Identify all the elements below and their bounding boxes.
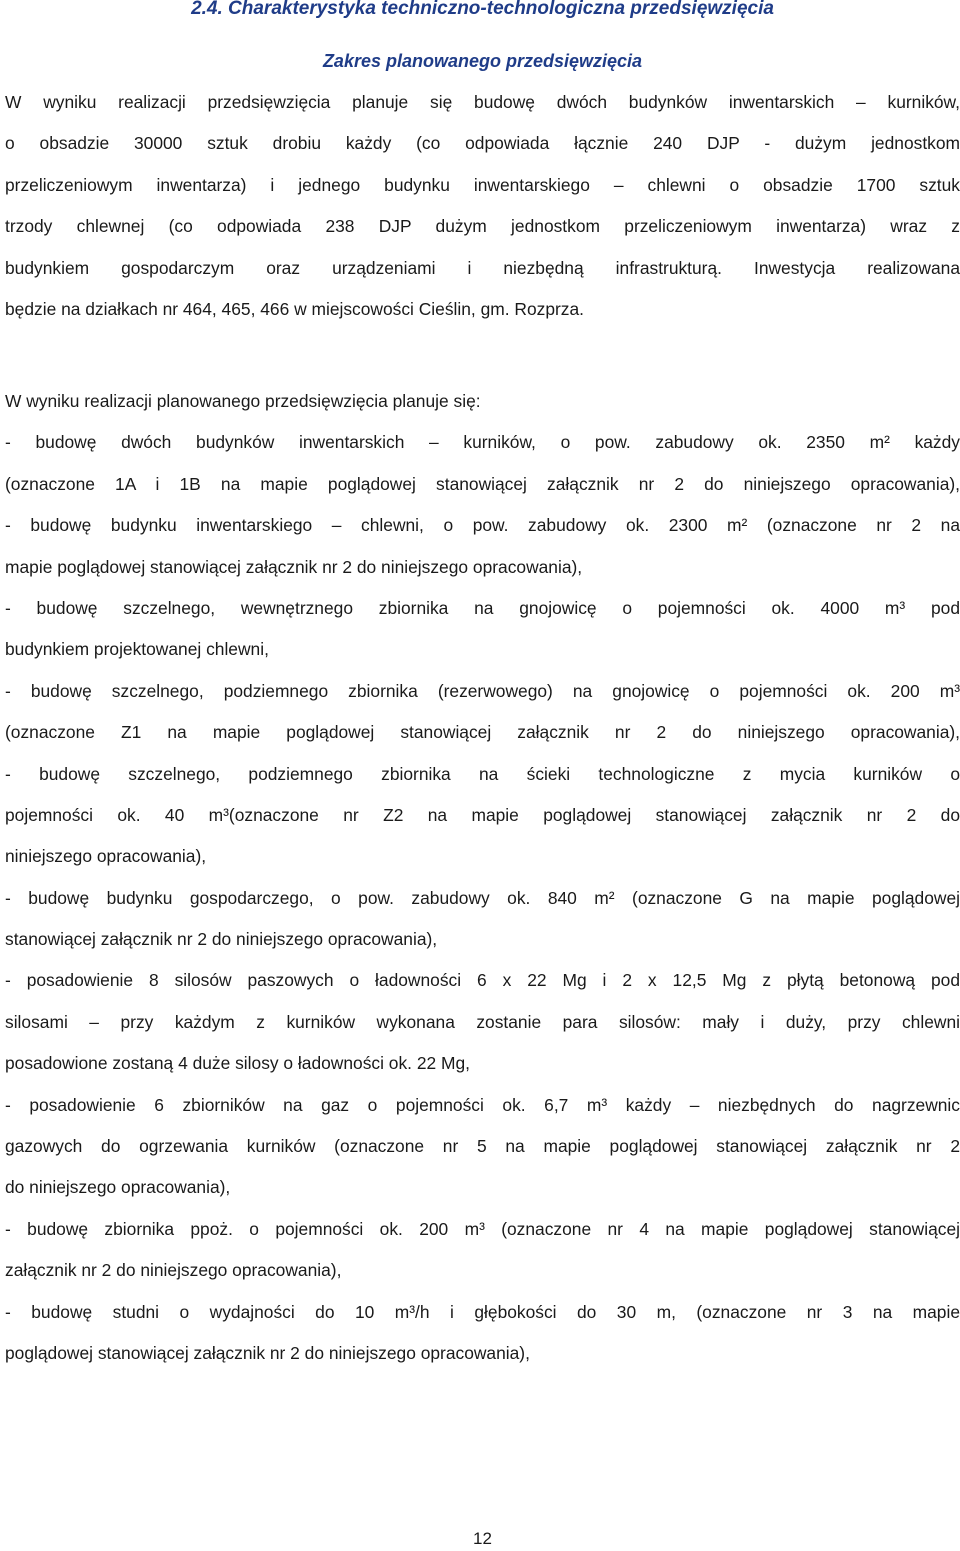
list-item-line: - posadowienie 6 zbiorników na gaz o pojemności ok. 6,7 m³ każdy – niezbędnych do nagrzewnic [5, 1094, 960, 1115]
list-item-line: - budowę szczelnego, podziemnego zbiornika (rezerwowego) na gnojowicę o pojemności ok. 200 m³ [5, 680, 960, 701]
page-number: 12 [473, 1529, 492, 1548]
scope-list [5, 381, 960, 1374]
list-item-line: pojemności ok. 40 m³(oznaczone nr Z2 na mapie poglądowej stanowiącej załącznik nr 2 do [5, 804, 960, 825]
text-line: przeliczeniowym inwentarza) i jednego budynku inwentarskiego – chlewni o obsadzie 1700 sztuk [5, 174, 960, 195]
subsection-title: Zakres planowanego przedsięwzięcia [322, 51, 643, 71]
list-item-line: - budowę budynku gospodarczego, o pow. zabudowy ok. 840 m² (oznaczone G na mapie poglądowej [5, 887, 960, 908]
list-item-line: - budowę szczelnego, wewnętrznego zbiornika na gnojowicę o pojemności ok. 4000 m³ pod [5, 597, 960, 618]
text-line: W wyniku realizacji przedsięwzięcia planuje się budowę dwóch budynków inwentarskich – kurników, [5, 92, 960, 112]
intro-paragraph [5, 82, 960, 330]
text-line: będzie na działkach nr 464, 465, 466 w miejscowości Cieślin, gm. Rozprza. [5, 298, 585, 319]
list-item-line: - budowę dwóch budynków inwentarskich – kurników, o pow. zabudowy ok. 2350 m² każdy [5, 432, 960, 453]
text-line: o obsadzie 30000 sztuk drobiu każdy (co odpowiada łącznie 240 DJP - dużym jednostkom [5, 133, 960, 154]
list-item-line: posadowione zostaną 4 duże silosy o ładowności ok. 22 Mg, [5, 1053, 470, 1074]
list-item-line: - budowę studni o wydajności do 10 m³/h i głębokości do 30 m, (oznaczone nr 3 na mapie [5, 1301, 960, 1322]
list-item-line: mapie poglądowej stanowiącej załącznik nr 2 do niniejszego opracowania), [5, 556, 583, 577]
list-item-line: (oznaczone 1A i 1B na mapie poglądowej stanowiącej załącznik nr 2 do niniejszego opracowania), [5, 473, 960, 494]
list-item-line: stanowiącej załącznik nr 2 do niniejszego opracowania), [5, 929, 438, 950]
list-intro: W wyniku realizacji planowanego przedsięwzięcia planuje się: [5, 391, 481, 411]
list-item-line: - budowę budynku inwentarskiego – chlewni, o pow. zabudowy ok. 2300 m² (oznaczone nr 2 na [5, 515, 960, 536]
list-item-line: załącznik nr 2 do niniejszego opracowania), [5, 1260, 342, 1281]
text-line: budynkiem gospodarczym oraz urządzeniami i niezbędną infrastrukturą. Inwestycja realizowana [5, 257, 960, 278]
list-item-line: do niniejszego opracowania), [5, 1177, 231, 1198]
list-item-line: poglądowej stanowiącej załącznik nr 2 do niniejszego opracowania), [5, 1342, 530, 1363]
section-title: 2.4. Charakterystyka techniczno-technologiczna przedsięwzięcia [191, 0, 774, 19]
list-item-line: gazowych do ogrzewania kurników (oznaczone nr 5 na mapie poglądowej stanowiącej załącznik nr 2 [5, 1136, 960, 1157]
list-item-line: budynkiem projektowanej chlewni, [5, 639, 269, 660]
list-item-line: (oznaczone Z1 na mapie poglądowej stanowiącej załącznik nr 2 do niniejszego opracowania), [5, 722, 960, 743]
list-item-line: - budowę szczelnego, podziemnego zbiornika na ścieki technologiczne z mycia kurników o [5, 763, 960, 784]
list-item-line: - budowę zbiornika ppoż. o pojemności ok. 200 m³ (oznaczone nr 4 na mapie poglądowej stanowiącej [5, 1218, 960, 1239]
text-line: trzody chlewnej (co odpowiada 238 DJP dużym jednostkom przeliczeniowym inwentarza) wraz z [5, 216, 960, 237]
document-page [5, 0, 960, 1551]
list-item-line: silosami – przy każdym z kurników wykonana zostanie para silosów: mały i duży, przy chlewni [5, 1011, 960, 1032]
list-item-line: niniejszego opracowania), [5, 846, 207, 867]
list-item-line: - posadowienie 8 silosów paszowych o ładowności 6 x 22 Mg i 2 x 12,5 Mg z płytą betonową pod [5, 970, 960, 991]
